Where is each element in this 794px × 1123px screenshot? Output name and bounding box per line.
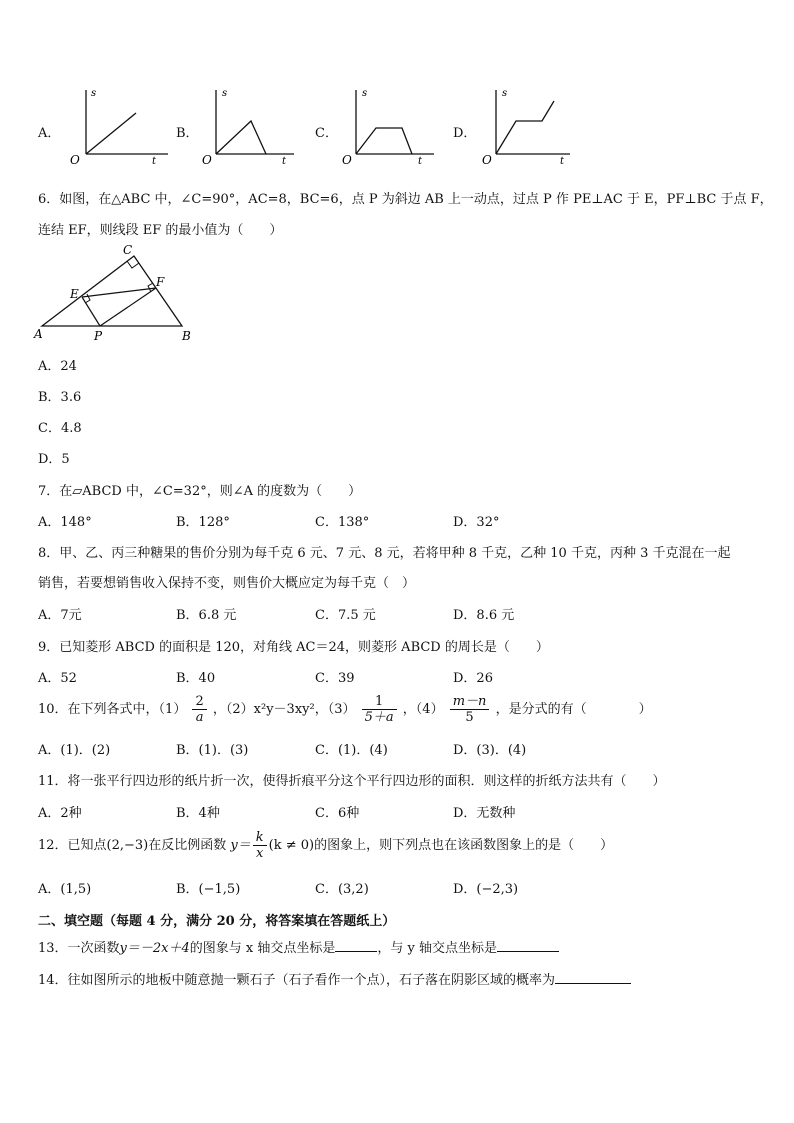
q13-blank-x[interactable] — [335, 939, 377, 952]
s-label: s — [91, 88, 97, 99]
q7-option-c: C．138° — [315, 515, 370, 530]
q10-fraction-1: $\frac{2}{a}$ — [192, 694, 206, 725]
q5-option-d-letter: D． — [453, 126, 477, 141]
s-label: s — [502, 88, 508, 99]
q10-fraction-3: $\frac{1}{5+a}$ — [362, 694, 397, 725]
t-label: t — [282, 156, 287, 166]
q13-part1: 13．一次函数 — [38, 941, 120, 956]
origin-label: O — [342, 153, 352, 166]
q14-blank[interactable] — [555, 971, 631, 984]
q7-option-a: A．148° — [38, 515, 92, 530]
q12-prefix: 12．已知点 — [38, 838, 107, 853]
t-label: t — [152, 156, 157, 166]
point-e-label: E — [70, 287, 79, 301]
q14-text: 14．往如图所示的地板中随意抛一颗石子（石子看作一个点），石子落在阴影区域的概率为 — [38, 973, 556, 988]
q10-part4: ，（4） — [402, 702, 444, 717]
q14-stem — [38, 969, 631, 988]
q5-option-a-graph — [64, 84, 174, 166]
q8-option-c: C．7.5 元 — [315, 608, 376, 623]
q5-option-c-graph — [334, 84, 444, 166]
section-title-fill-in: 二、填空题（每题 4 分，满分 20 分，将答案填在答题纸上） — [38, 914, 396, 929]
q11-option-d: D．无数种 — [453, 806, 516, 821]
q13-expr: y＝－2x＋4 — [119, 941, 190, 956]
q8-option-d: D．8.6 元 — [453, 608, 515, 623]
q10-part2: ，（2）x²y－3xy²，（3） — [212, 702, 356, 717]
q12-stem — [38, 826, 613, 866]
q5-option-b-graph — [194, 84, 304, 166]
q10-prefix: 10．在下列各式中，（1） — [38, 702, 187, 717]
q5-option-c-letter: C． — [315, 126, 338, 141]
q6-stem-line2: 连结 EF，则线段 EF 的最小值为（ ） — [38, 223, 283, 238]
q8-stem-line2: 销售，若要想销售收入保持不变，则售价大概应定为每千克（ ） — [38, 576, 416, 591]
origin-label: O — [70, 153, 80, 166]
q7-option-b: B．128° — [176, 515, 230, 530]
s-label: s — [222, 88, 228, 99]
q12-option-a: A．(1,5) — [38, 882, 92, 897]
q6-option-b: B．3.6 — [38, 390, 82, 405]
q12-mid: 在反比例函数 — [148, 838, 227, 853]
q5-option-a-letter: A． — [38, 126, 61, 141]
q11-stem: 11．将一张平行四边形的纸片折一次，使得折痕平分这个平行四边形的面积．则这样的折纸方法共有（ ） — [38, 774, 666, 789]
q13-part3: ，与 y 轴交点坐标是 — [377, 941, 497, 956]
q6-stem-line1: 6．如图，在△ABC 中，∠C=90°，AC=8，BC=6，点 P 为斜边 AB 上一动点，过点 P 作 PE⊥AC 于 E，PF⊥BC 于点 F， — [38, 192, 773, 207]
q13-blank-y[interactable] — [497, 939, 559, 952]
q5-option-d-graph — [474, 84, 584, 166]
q10-stem — [38, 690, 652, 730]
q9-option-a: A．52 — [38, 671, 77, 686]
q9-option-b: B．40 — [176, 671, 216, 686]
q9-option-c: C．39 — [315, 671, 355, 686]
q6-option-c: C．4.8 — [38, 421, 82, 436]
q12-option-b: B．(−1,5) — [176, 882, 241, 897]
q8-option-a: A．7元 — [38, 608, 82, 623]
q9-option-d: D．26 — [453, 671, 493, 686]
q13-stem — [38, 937, 559, 956]
q12-func-cond: (k ≠ 0) — [268, 838, 315, 853]
q10-fraction-4: $\frac{m-n}{5}$ — [450, 694, 490, 725]
q10-option-b: B．(1)．(3) — [176, 743, 249, 758]
t-label: t — [560, 156, 565, 166]
q6-option-d: D．5 — [38, 452, 70, 467]
q8-option-b: B．6.8 元 — [176, 608, 237, 623]
t-label: t — [418, 156, 423, 166]
vertex-b-label: B — [182, 329, 191, 343]
q13-part2: 的图象与 x 轴交点坐标是 — [189, 941, 336, 956]
q12-point: (2,−3) — [106, 838, 149, 853]
q10-option-a: A．(1)．(2) — [38, 743, 111, 758]
q6-option-a: A．24 — [38, 359, 77, 374]
q12-option-d: D．(−2,3) — [453, 882, 519, 897]
s-label: s — [362, 88, 368, 99]
q9-stem: 9．已知菱形 ABCD 的面积是 120，对角线 AC＝24，则菱形 ABCD 的周长是（ ） — [38, 640, 549, 655]
q7-stem: 7．在▱ABCD 中，∠C=32°，则∠A 的度数为（ ） — [38, 484, 362, 499]
point-f-label: F — [156, 275, 165, 289]
q8-stem-line1: 8．甲、乙、丙三种糖果的售价分别为每千克 6 元、7 元、8 元，若将甲种 8 千克，乙种 10 千克，丙种 3 千克混在一起 — [38, 546, 731, 561]
q7-option-d: D．32° — [453, 515, 500, 530]
q12-func-fraction: $\frac{k}{x}$ — [253, 830, 267, 861]
q11-option-b: B．4种 — [176, 806, 220, 821]
q5-option-b-letter: B． — [176, 126, 199, 141]
q10-option-c: C．(1)．(4) — [315, 743, 388, 758]
q10-suffix: ，是分式的有（ ） — [495, 702, 652, 717]
q10-option-d: D．(3)．(4) — [453, 743, 527, 758]
vertex-a-label: A — [34, 327, 43, 341]
origin-label: O — [202, 153, 212, 166]
q12-func-lhs: y＝ — [230, 838, 251, 853]
q11-option-a: A．2种 — [38, 806, 82, 821]
point-p-label: P — [94, 329, 103, 343]
vertex-c-label: C — [123, 243, 133, 257]
q12-option-c: C．(3,2) — [315, 882, 369, 897]
q11-option-c: C．6种 — [315, 806, 360, 821]
q12-suffix: 的图象上，则下列点也在该函数图象上的是（ ） — [314, 838, 614, 853]
origin-label: O — [482, 153, 492, 166]
q6-triangle-figure — [30, 240, 200, 346]
